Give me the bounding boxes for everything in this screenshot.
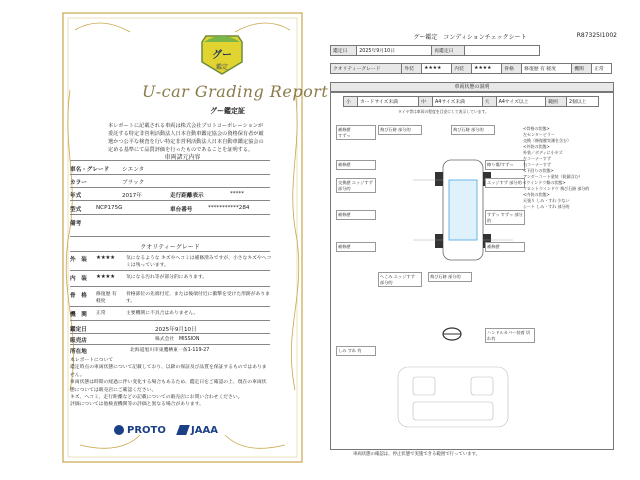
grade-label: 機 関 — [70, 312, 87, 318]
date-value: 2025年9月10日 — [357, 46, 432, 56]
note-item: 鑑定時点の車両状態について記載しており、以降の保証及び品質を保証するものではありません。 — [70, 365, 267, 378]
legend-cell: 中 — [419, 97, 433, 107]
note-line: 外装／ボディに小キズ — [523, 150, 563, 155]
damage-callout: 補修歴 — [336, 210, 376, 220]
divider — [70, 236, 270, 237]
date-table — [330, 45, 540, 56]
field-label: カラー — [70, 180, 87, 186]
note-line: 天張り しみ・すれ 少ない — [523, 198, 570, 203]
mileage-label: 走行距離表示 — [170, 193, 204, 199]
grade-text: 骨格部位の先端付近、または後端付近に衝撃を受けた形跡があります。 — [126, 292, 270, 304]
legend-cell: カードサイズ未満 — [357, 97, 418, 107]
legend-cell: 範囲 — [546, 97, 567, 107]
seat-callout: しみ すれ 有 — [336, 346, 376, 356]
quality-grade-table — [330, 63, 612, 74]
damage-callout: 補修歴 — [336, 160, 376, 170]
divider — [70, 286, 270, 287]
note-line: 交換（修復歴実測を含む） — [523, 138, 571, 143]
quality-engine-value: 正常 — [592, 64, 612, 74]
quality-frame-value: 修復歴 有 軽度 — [522, 64, 572, 74]
reappraisal-value — [465, 46, 540, 56]
legend-cell: A4サイズ未満 — [433, 97, 483, 107]
vehicle-section-heading: 車両諸元内容 — [164, 154, 201, 161]
note-item: 評価については他検査機関等の評価と異なる場合があります。 — [70, 402, 204, 408]
damage-callout — [336, 125, 376, 140]
size-note: タイヤ等は車両の程度を目安にして表示しています。 — [398, 109, 489, 114]
chassis-value: ***********284 — [208, 205, 250, 211]
damage-size-legend — [343, 96, 599, 107]
sheet-footer: 車両状態の確認は、停止状態で実施できる範囲で行っています。 — [353, 452, 480, 457]
grade-stars: 修復歴 有 — [96, 292, 117, 297]
sheet-document-number: R87325I1002 — [576, 32, 617, 39]
quality-ext-label: 外装 — [402, 64, 422, 74]
callout-text: すずっ — [338, 132, 351, 138]
note-line: フロントウインドウ 飛び石跡 部分的 — [523, 186, 590, 191]
field-label: 備考 — [70, 221, 82, 227]
jaaa-logo — [178, 425, 218, 436]
damage-callout: エッジすず 部分的 — [485, 178, 525, 188]
grade-stars-sub: 軽度 — [96, 299, 106, 304]
damage-callout: 飛び石跡 部分的 — [451, 125, 495, 135]
damage-callout: へこみ エッジすず 部分的 — [378, 272, 422, 287]
divider — [70, 200, 270, 201]
damage-callout: 補修歴 — [336, 242, 376, 252]
divider — [70, 333, 270, 334]
goo-kantei-badge — [200, 32, 244, 76]
damage-callout: すずっ すずっ 部分的 — [485, 210, 525, 225]
grade-text: 主要機関に不具合はありません。 — [126, 311, 199, 316]
proto-logo-text: PROTO — [127, 425, 166, 436]
condition-check-sheet — [323, 10, 617, 465]
proto-logo — [114, 425, 166, 436]
grade-label: 内 装 — [70, 276, 87, 282]
steering-callout: ハンドルカバー装着 切れ有 — [485, 328, 535, 343]
grade-label: 骨 格 — [70, 293, 87, 299]
legend-cell: 2個以上 — [567, 97, 599, 107]
note-line: <骨格の状態> — [523, 126, 550, 131]
notes-heading: 本レポートについて — [70, 358, 114, 363]
field-value: NCP175G — [96, 205, 123, 211]
quality-int-label: 内装 — [452, 64, 472, 74]
grade-text: 気になるような キズやヘコミは補修済みですが、小さなキズやヘコミは残っています。 — [126, 256, 272, 268]
divider — [70, 320, 270, 321]
state-section-title: 車両状態の説明 — [330, 82, 614, 93]
note-line: <下回りの状態> — [523, 168, 554, 173]
quality-int-value: ★★★★ — [472, 64, 502, 74]
certificate-script-title: U-car Grading Report — [142, 82, 329, 101]
divider — [70, 270, 270, 271]
jaaa-logo-text: JAAA — [191, 425, 218, 436]
interior-seat-view-icon — [393, 362, 513, 432]
note-item: キズ、ヘコミ、走行距離などの記載についての販売店にお問い合わせください。 — [70, 395, 243, 401]
damage-callout: 飛び石跡 部分的 — [378, 125, 422, 135]
divider — [70, 344, 270, 345]
damage-callout: 交換歴 エッジすず 部分的 — [336, 178, 376, 193]
divider — [70, 174, 270, 175]
note-item: 車両状態は時間の経過に伴い変化する場合もあるため、鑑定日をご確認の上、現在の車両状態については販売店にご確認ください。 — [70, 380, 267, 393]
quality-frame-label: 骨格 — [502, 64, 522, 74]
note-line: <ウインドウ類の状態> — [523, 180, 566, 185]
divider — [70, 306, 270, 307]
date-label: 鑑定日 — [331, 46, 357, 56]
note-line: 左コーナーすず — [523, 156, 551, 161]
legend-cell: 小 — [344, 97, 358, 107]
seller-value: 株式会社 MISSION — [155, 337, 200, 342]
badge-sub-text: 鑑定 — [215, 64, 228, 71]
date-value: 2025年9月10日 — [155, 327, 197, 333]
note-line: <内装の状態> — [523, 192, 550, 197]
certificate-intro: 本レポートに記載される車両は株式会社プロトコーポレーションが委託する特定非営利活動法人日本自動車鑑定協会の資格保有者が厳選かつ公平な検査を行い特定非営利活動法人日本自動車鑑定協会の定める基準にて品質評価を行ったものであることを証明する。 — [108, 123, 264, 153]
address-label: 所在地 — [70, 349, 87, 355]
note-line: 右コーナーすず — [523, 162, 551, 167]
quality-section-heading: クオリティーグレード — [140, 244, 200, 251]
divider — [70, 160, 270, 161]
date-label: 鑑定日 — [70, 327, 87, 333]
field-value: シエンタ — [122, 167, 145, 173]
field-value: 2017年 — [122, 193, 142, 199]
proto-logo-icon — [114, 425, 124, 435]
field-value: ブラック — [122, 180, 145, 186]
certificate-name: グー鑑定証 — [210, 107, 245, 115]
note-line: アンダーコート塗装（防錆含む） — [523, 174, 583, 179]
note-line: 左センターピラー — [523, 132, 555, 137]
divider — [70, 251, 270, 252]
legend-cell: 大 — [482, 97, 496, 107]
quality-ext-value: ★★★★ — [422, 64, 452, 74]
jaaa-logo-icon — [176, 425, 190, 435]
quality-engine-label: 機関 — [572, 64, 592, 74]
divider — [70, 214, 270, 215]
field-label: 車名・グレード — [70, 167, 110, 173]
seller-label: 販売店 — [70, 338, 87, 344]
grade-stars: 正常 — [96, 311, 106, 316]
condition-notes — [523, 126, 609, 210]
grade-stars: ★★★★ — [96, 274, 115, 280]
legend-cell: A4サイズ以上 — [496, 97, 546, 107]
grade-text: 気になる汚れ等が部分的にあります。 — [126, 275, 208, 280]
note-line: シート しみ・すれ 部分的 — [523, 204, 570, 209]
address-value: 北海道旭川市東鷹栖東一条1-119-27 — [130, 348, 210, 353]
grade-stars: ★★★★ — [96, 255, 115, 261]
note-line: <外装の状態> — [523, 144, 550, 149]
reappraisal-label: 再鑑定日 — [432, 46, 465, 56]
steering-wheel-icon — [441, 326, 463, 342]
mileage-value: ***** — [230, 191, 244, 197]
badge-main-text: グー — [212, 50, 232, 61]
divider — [70, 187, 270, 188]
chassis-label: 車台番号 — [170, 207, 193, 213]
field-label: 型式 — [70, 207, 82, 213]
sheet-title: グー鑑定 コンディションチェックシート — [413, 34, 527, 41]
grade-label: 外 装 — [70, 257, 87, 263]
field-label: 年式 — [70, 193, 82, 199]
damage-callout: 飛び石跡 部分的 — [428, 272, 472, 282]
damage-callout: 補修歴 — [485, 242, 525, 252]
certificate-notes — [70, 357, 270, 409]
quality-label: クオリティーグレード — [331, 64, 402, 74]
grading-certificate — [60, 10, 329, 465]
damage-callout: 擦り傷/すずっ — [485, 160, 525, 170]
callout-text: 補修歴 — [338, 127, 351, 132]
